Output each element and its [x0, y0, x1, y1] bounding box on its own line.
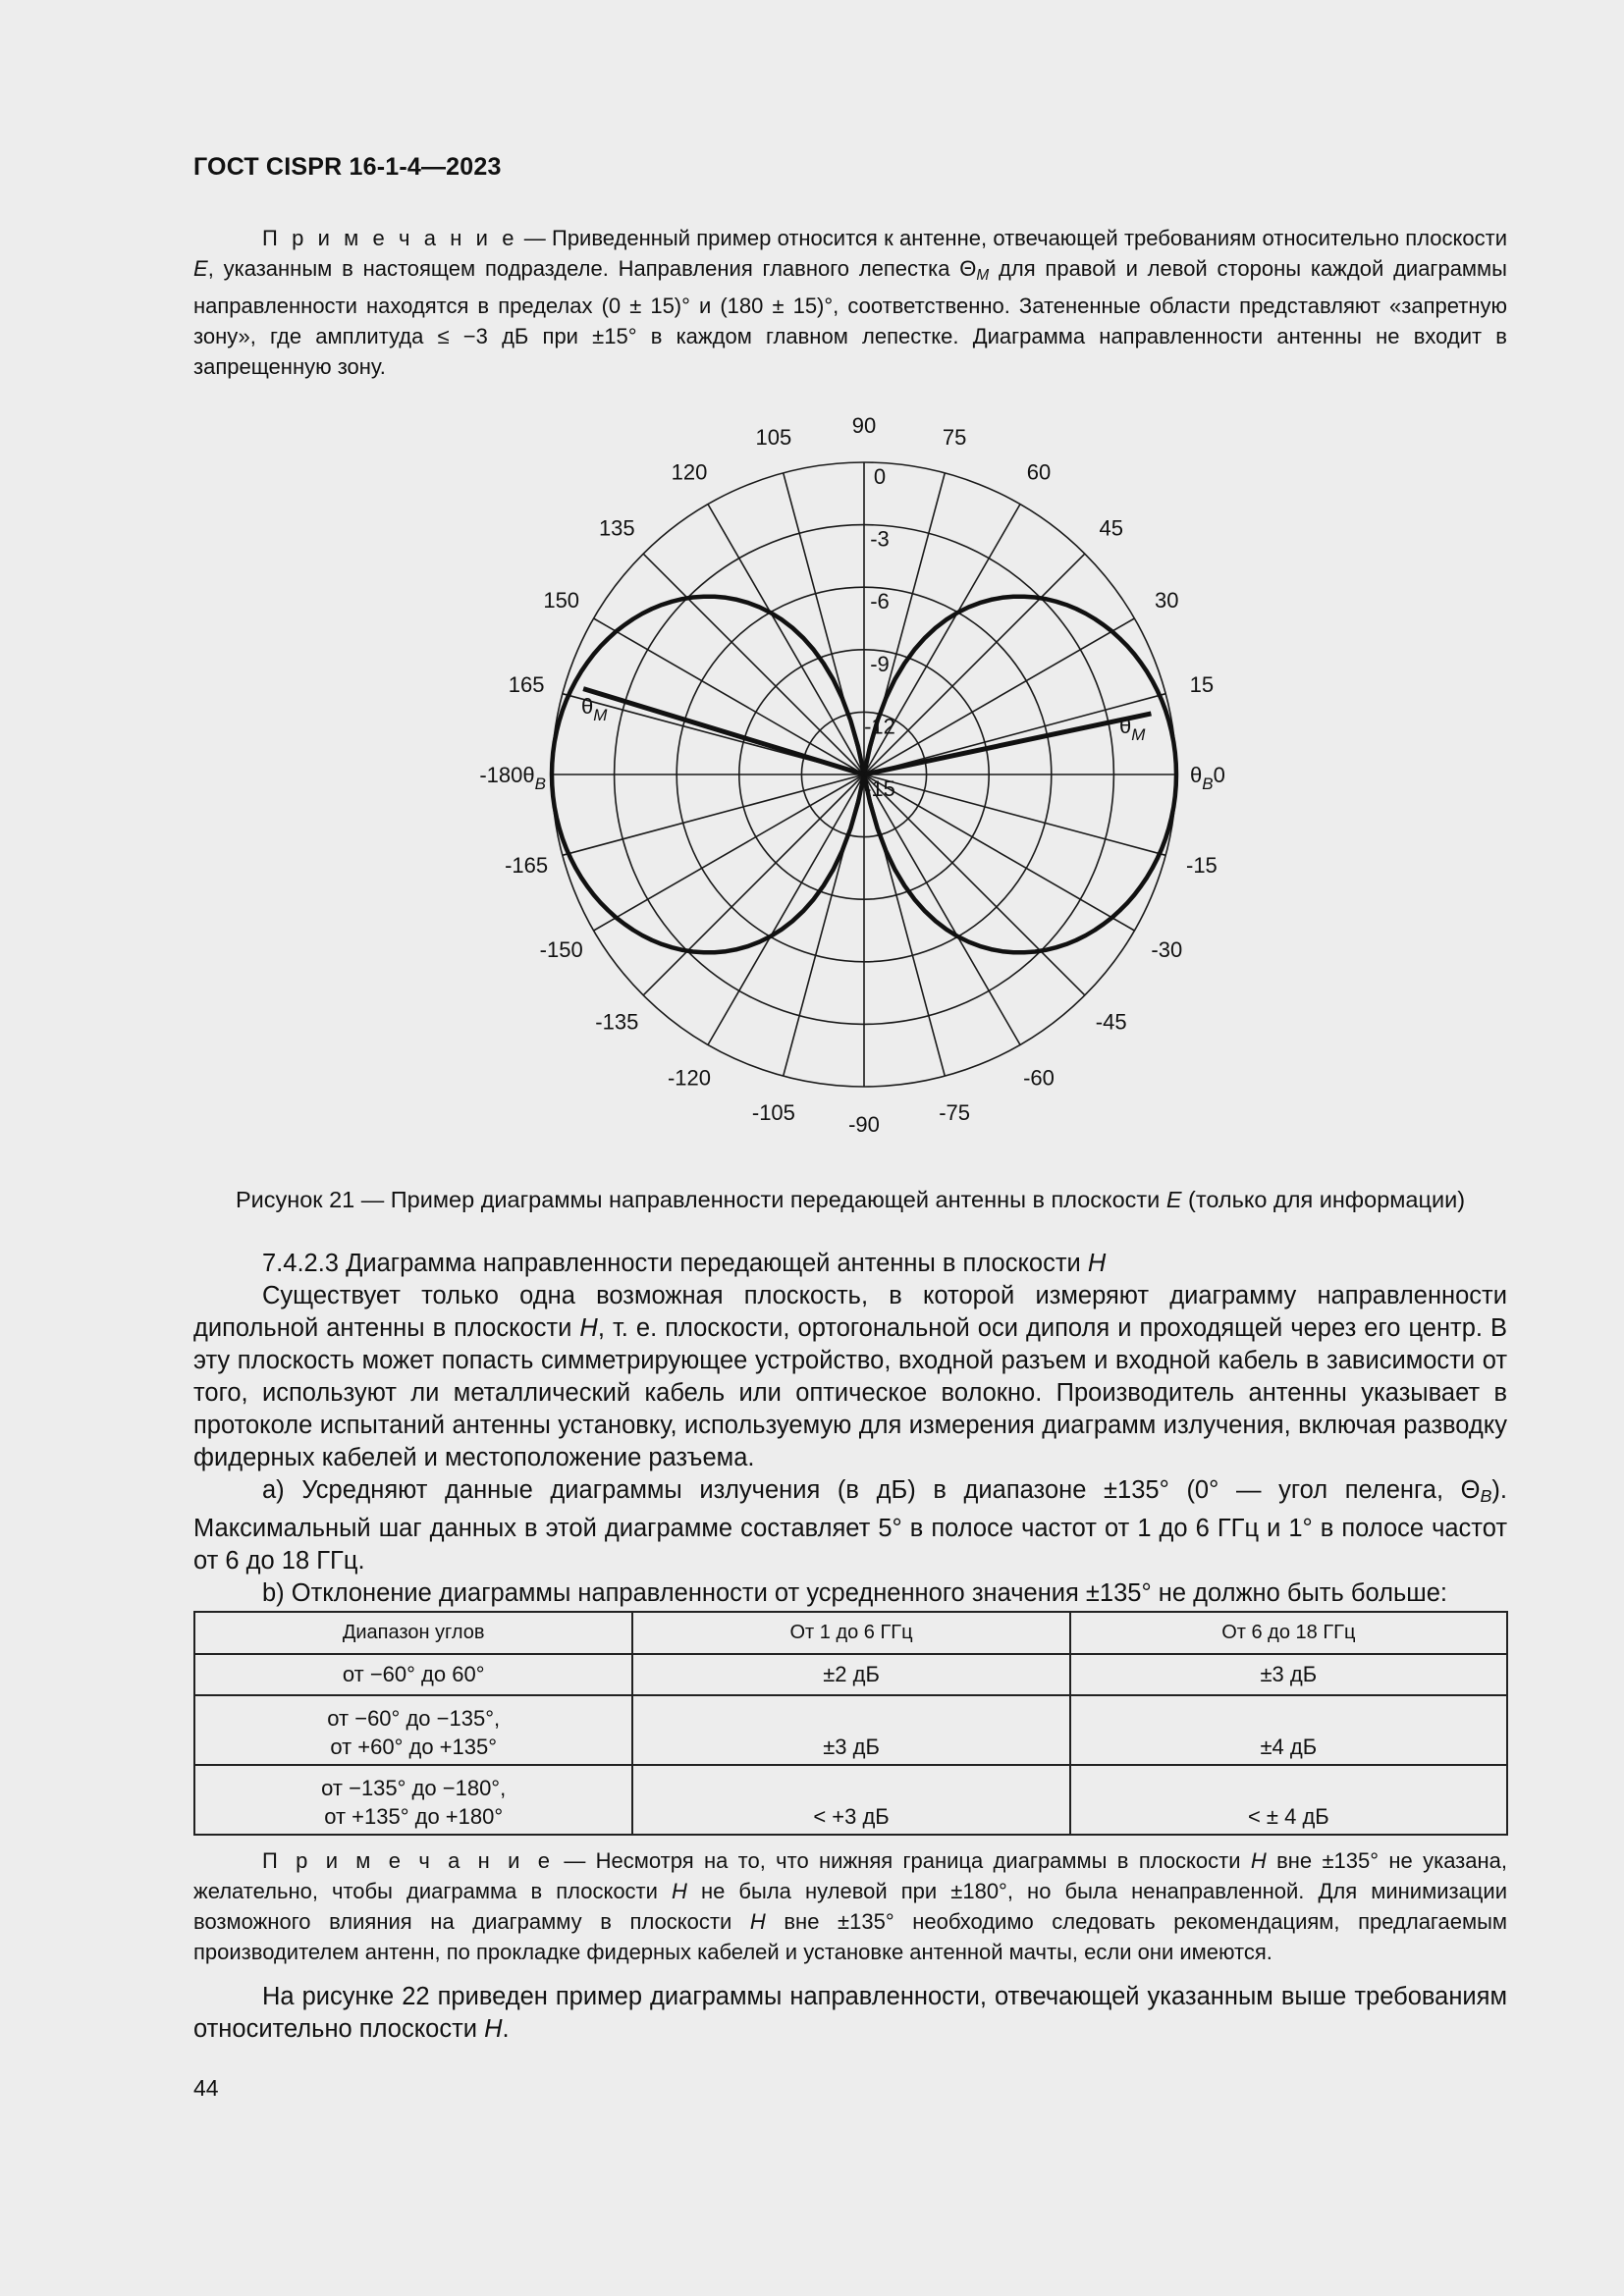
- table-cell: < +3 дБ: [632, 1765, 1069, 1835]
- angle-label: 60: [1026, 459, 1052, 485]
- angle-label: -30: [1151, 937, 1183, 962]
- angle-label: 45: [1099, 515, 1123, 541]
- db-label: -3: [870, 526, 890, 552]
- table-cell: от −60° до −135°, от +60° до +135°: [194, 1695, 632, 1765]
- angle-label: 15: [1189, 671, 1215, 697]
- table-header-row: [194, 1612, 1507, 1654]
- angle-label: -135: [595, 1009, 639, 1035]
- angle-label: 75: [942, 425, 967, 451]
- db-label: -15: [864, 776, 895, 801]
- angle-label: 135: [598, 515, 635, 541]
- table-header: Диапазон углов: [194, 1612, 632, 1654]
- table-cell: < ± 4 дБ: [1070, 1765, 1507, 1835]
- theta-m-label-left: $\theta_M$: [581, 694, 608, 724]
- table-row: [194, 1654, 1507, 1695]
- table-cell: от −135° до −180°, от +135° до +180°: [194, 1765, 632, 1835]
- grid-spoke: [563, 774, 864, 855]
- theta-b-label-left: $-180\theta_B$: [479, 763, 546, 793]
- table-cell: от −60° до 60°: [194, 1654, 632, 1695]
- angle-label: 90: [851, 413, 877, 438]
- grid-spoke: [864, 774, 1165, 855]
- angle-label: -105: [751, 1099, 795, 1125]
- paragraph: Существует только одна возможная плоскость, в которой измеряют диаграмму направленности дипольной антенны в плоскости H, т. е. плоскости, ортогональной оси диполя и проходящей через его центр. В эту плоскость может попасть симметрирующее устройство, входной разъем и входной кабель в зависимости от того, используют ли металлический кабель или оптическое волокно. Производитель антенны указывает в протоколе испытаний антенны установку, используемую для измерения диаграмм излучения, включая разводку фидерных кабелей и местоположение разъема.: [193, 1282, 1508, 1471]
- document-header: ГОСТ CISPR 16-1-4—2023: [193, 153, 502, 181]
- paragraph-a: a) Усредняют данные диаграммы излучения (в дБ) в диапазоне ±135° (0° — угол пеленга, $\Theta_B$). Максимальный шаг данных в этой диаграмме составляет 5° в полосе частот от 1 до 6 ГГц и 1° в полосе частот от 6 до 18 ГГц.: [193, 1476, 1507, 1575]
- angle-label: -165: [505, 853, 549, 879]
- table-cell: ±2 дБ: [632, 1654, 1069, 1695]
- section-7-4-2-3: [193, 1248, 1507, 1610]
- angle-label: -90: [848, 1112, 880, 1137]
- grid-spoke: [864, 774, 1020, 1044]
- table-header: От 1 до 6 ГГц: [632, 1612, 1069, 1654]
- grid-spoke: [864, 774, 1134, 931]
- db-label: 0: [873, 464, 887, 489]
- db-label: -12: [864, 714, 895, 739]
- angle-label: -75: [939, 1099, 970, 1125]
- main-lobe-line-right: [864, 714, 1151, 774]
- angle-label: 30: [1155, 588, 1179, 613]
- note-top: П р и м е ч а н и е — Приведенный пример относится к антенне, отвечающей требованиям относительно плоскости E, указанным в настоящем подразделе. Направления главного лепестка $\Theta_M$ для правой и левой стороны каждой диаграммы направленности находятся в пределах (0 ± 15)° и (180 ± 15)°, соответственно. Затененные области представляют «запретную зону», где амплитуда ≤ −3 дБ при ±15° в каждом главном лепестке. Диаграмма направленности антенны не входит в запрещенную зону.: [193, 226, 1507, 379]
- table-cell: ±4 дБ: [1070, 1695, 1507, 1765]
- grid-spoke: [594, 774, 864, 931]
- section-heading: 7.4.2.3 Диаграмма направленности передающей антенны в плоскости H: [262, 1250, 1107, 1277]
- grid-spoke: [864, 774, 1085, 995]
- angle-label: 120: [671, 459, 708, 485]
- theta-m-label-right: $\theta_M$: [1119, 714, 1146, 744]
- angle-label: -120: [667, 1065, 712, 1091]
- angle-label: -60: [1023, 1065, 1055, 1091]
- note-label: П р и м е ч а н и е: [262, 1848, 554, 1873]
- db-label: -9: [870, 651, 890, 676]
- table-cell: ±3 дБ: [1070, 1654, 1507, 1695]
- polar-diagram-figure: [432, 378, 1276, 1163]
- theta-b-label: $\theta_B0$: [1190, 763, 1225, 793]
- page-number: 44: [193, 2075, 219, 2101]
- angle-label: 165: [508, 671, 545, 697]
- note-label: П р и м е ч а н и е: [262, 226, 518, 250]
- figure-caption: Рисунок 21 — Пример диаграммы направленности передающей антенны в плоскости E (только для информации): [235, 1187, 1466, 1212]
- angle-label: -45: [1095, 1009, 1127, 1035]
- grid-spoke: [864, 554, 1085, 774]
- table-row: [194, 1765, 1507, 1835]
- angle-label: -150: [539, 937, 583, 962]
- grid-spoke: [708, 774, 864, 1044]
- db-label: -6: [870, 589, 890, 614]
- paragraph-b: b) Отклонение диаграммы направленности от усредненного значения ±135° не должно быть больше:: [262, 1579, 1447, 1607]
- closing-paragraph: На рисунке 22 приведен пример диаграммы направленности, отвечающей указанным выше требованиям относительно плоскости H.: [193, 1983, 1507, 2043]
- grid-spoke: [643, 774, 864, 995]
- grid-spoke: [594, 618, 864, 774]
- angle-label: 150: [543, 588, 580, 613]
- grid-spoke: [864, 618, 1134, 774]
- table-row: [194, 1695, 1507, 1765]
- angle-label: 105: [755, 425, 792, 451]
- deviation-table: [193, 1611, 1508, 1836]
- table-header: От 6 до 18 ГГц: [1070, 1612, 1507, 1654]
- polar-diagram: [432, 378, 1276, 1163]
- table-cell: ±3 дБ: [632, 1695, 1069, 1765]
- note-bottom: П р и м е ч а н и е — Несмотря на то, что нижняя граница диаграммы в плоскости H вне ±135° не указана, желательно, чтобы диаграмма в плоскости H не была нулевой при ±180°, но была ненаправленной. Для минимизации возможного влияния на диаграмму в плоскости H вне ±135° необходимо следовать рекомендациям, предлагаемым производителем антенн, по прокладке фидерных кабелей и установке антенной мачты, если они имеются.: [193, 1848, 1507, 1964]
- angle-label: -15: [1186, 853, 1218, 879]
